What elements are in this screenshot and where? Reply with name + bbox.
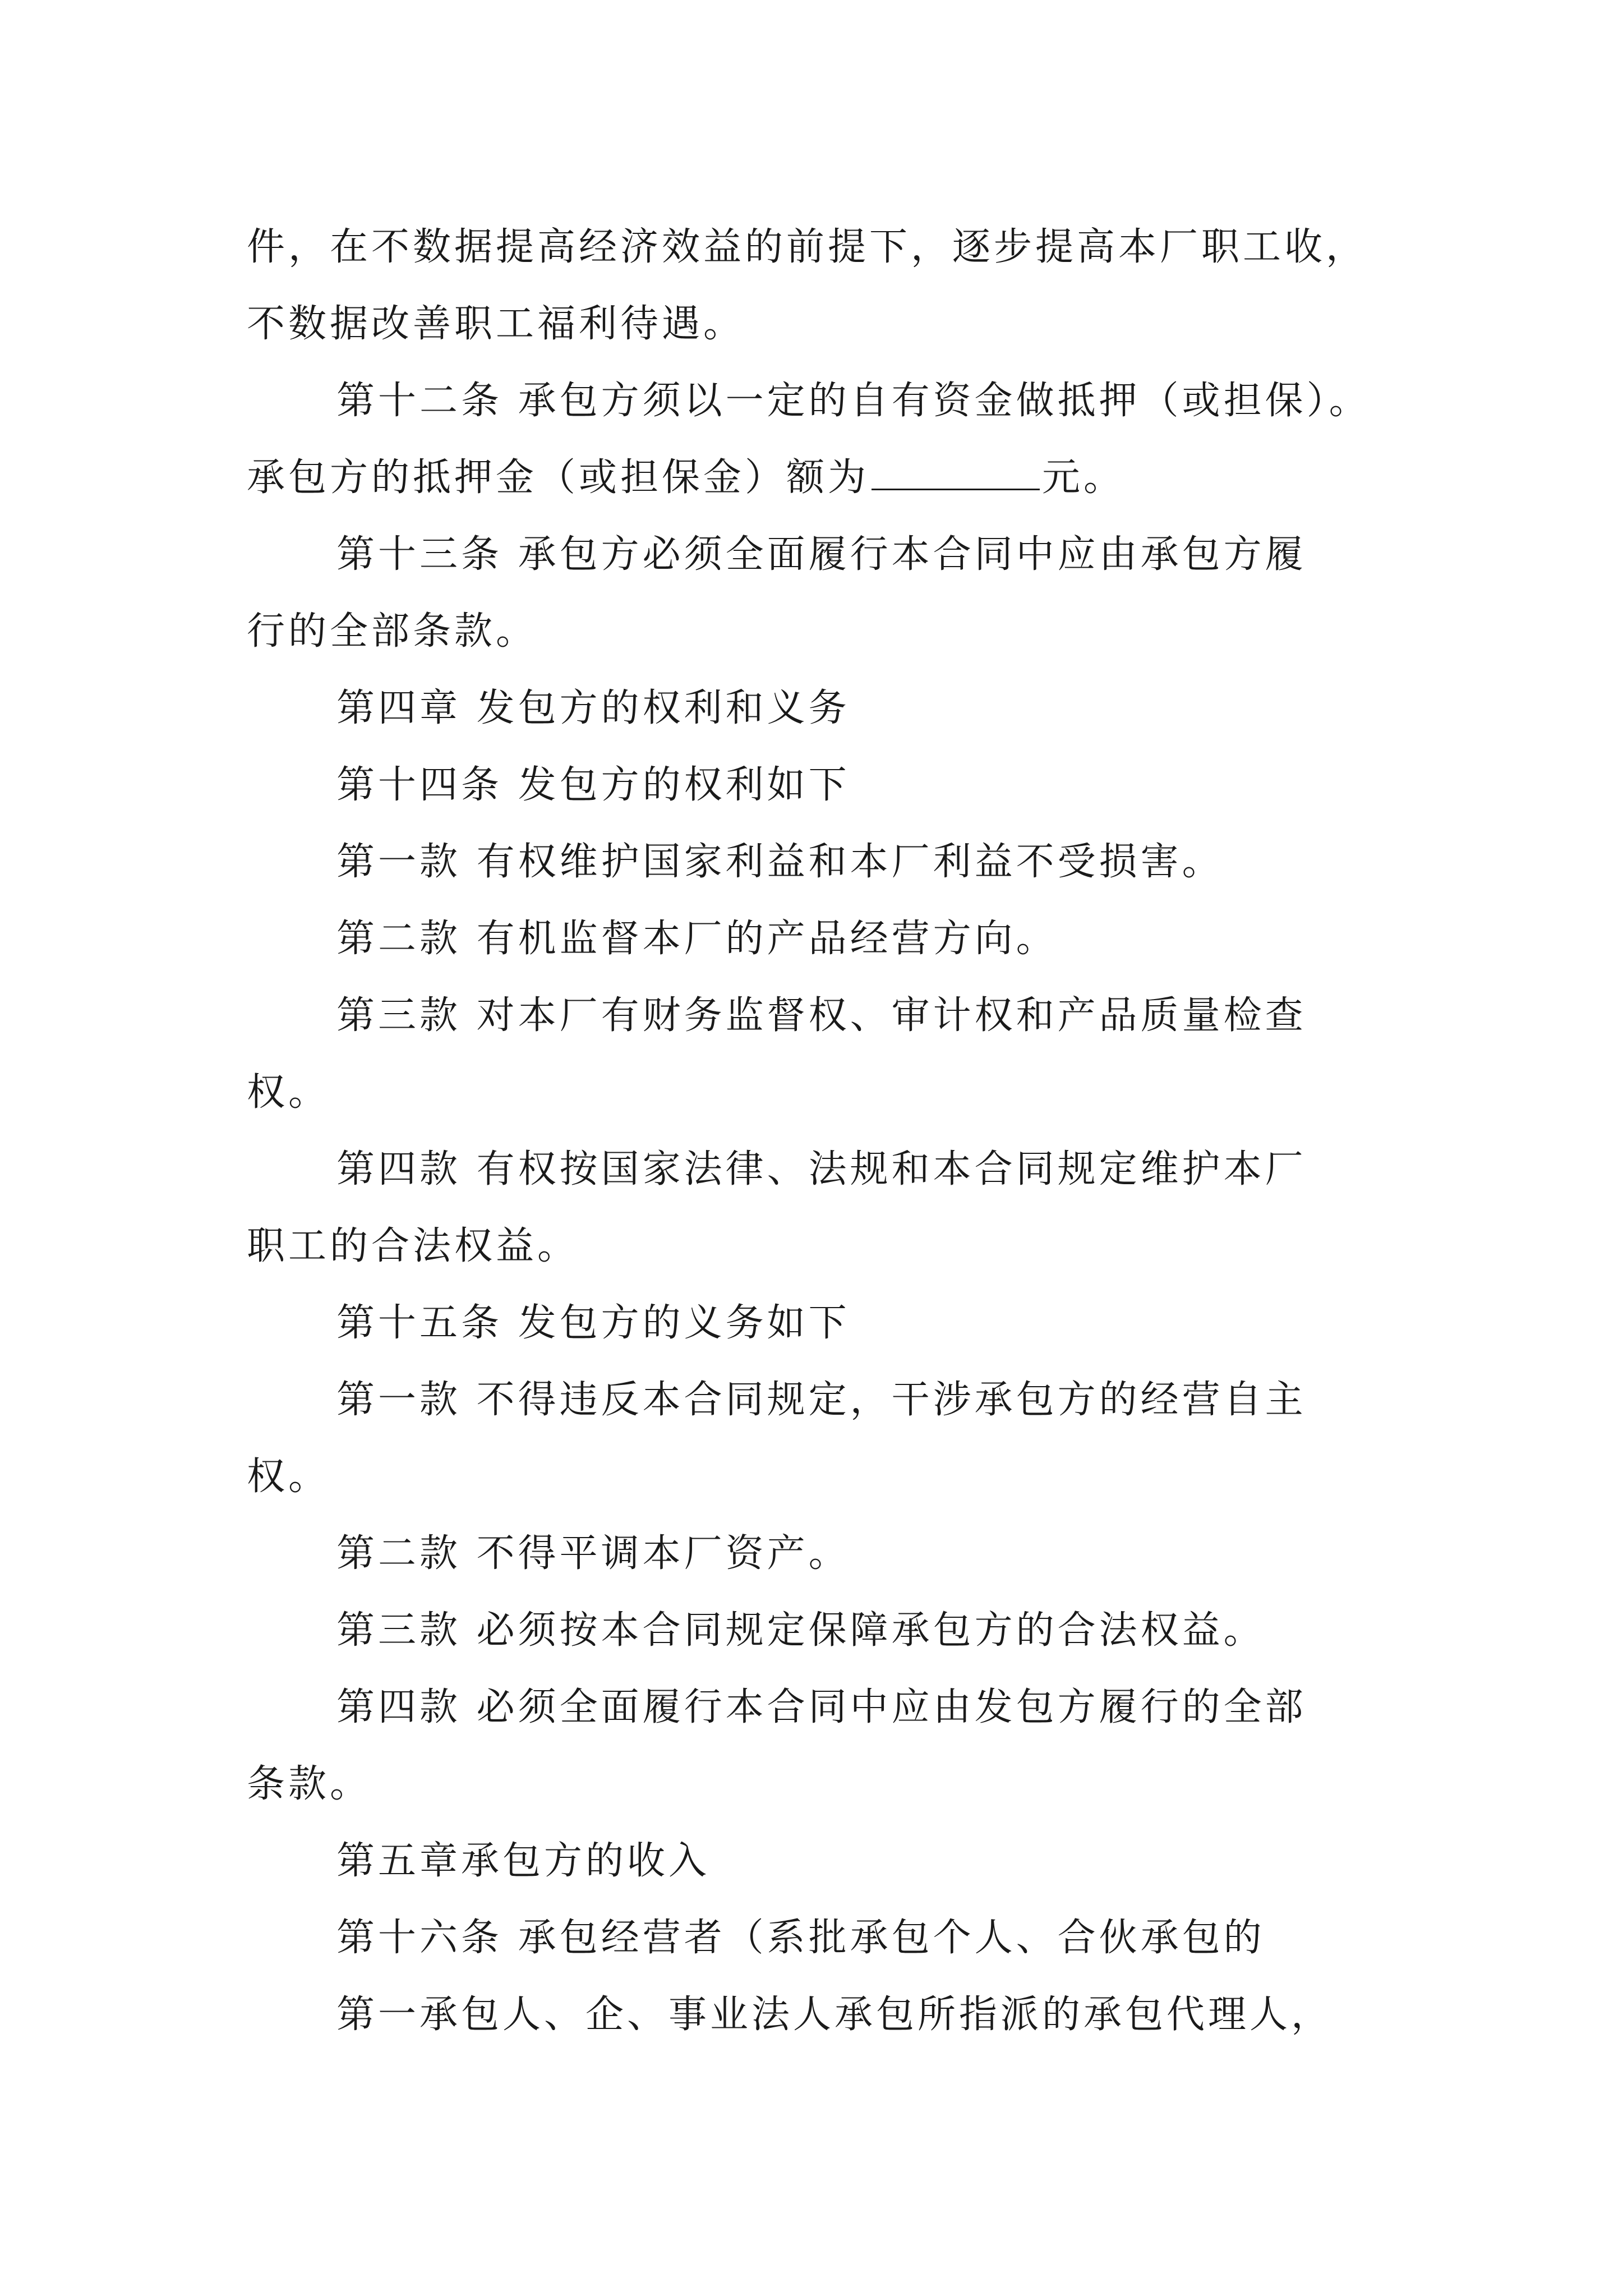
text-line-2: 不数据改善职工福利待遇。 — [247, 302, 745, 346]
deposit-amount-label: 承包方的抵押金（或担保金）额为 — [247, 455, 870, 500]
article-13-heading: 第十三条 承包方必须全面履行本合同中应由承包方履 — [336, 532, 1307, 577]
article-15-clause-4: 第四款 必须全面履行本合同中应由发包方履行的全部 — [336, 1685, 1307, 1729]
document-body — [247, 209, 1391, 2053]
article-14-clause-3-continuation: 权。 — [247, 1070, 330, 1115]
article-15-clause-4-continuation: 条款。 — [247, 1762, 372, 1806]
text-line-1: 件，在不数据提高经济效益的前提下，逐步提高本厂职工收， — [247, 225, 1368, 269]
deposit-amount-unit: 元。 — [1042, 455, 1126, 500]
article-12-heading: 第十二条 承包方须以一定的自有资金做抵押（或担保）。 — [336, 379, 1371, 423]
article-14-clause-4-continuation: 职工的合法权益。 — [247, 1224, 579, 1268]
article-14-clause-3: 第三款 对本厂有财务监督权、审计权和产品质量检查 — [336, 993, 1307, 1038]
article-15-clause-2: 第二款 不得平调本厂资产。 — [336, 1531, 850, 1576]
deposit-amount-blank — [872, 454, 1040, 490]
chapter-4-heading: 第四章 发包方的权利和义务 — [336, 686, 850, 730]
chapter-5-heading: 第五章承包方的收入 — [336, 1839, 711, 1883]
article-15-clause-1: 第一款 不得违反本合同规定，干涉承包方的经营自主 — [336, 1378, 1307, 1422]
article-16-heading: 第十六条 承包经营者（系批承包个人、合伙承包的 — [336, 1916, 1265, 1960]
article-15-clause-3: 第三款 必须按本合同规定保障承包方的合法权益。 — [336, 1608, 1265, 1653]
article-12-deposit-line — [247, 439, 1391, 516]
article-14-clause-1: 第一款 有权维护国家利益和本厂利益不受损害。 — [336, 840, 1224, 884]
article-15-clause-1-continuation: 权。 — [247, 1455, 330, 1499]
article-14-clause-2: 第二款 有机监督本厂的产品经营方向。 — [336, 917, 1058, 961]
article-15-heading: 第十五条 发包方的义务如下 — [336, 1301, 850, 1345]
article-14-clause-4: 第四款 有权按国家法律、法规和本合同规定维护本厂 — [336, 1147, 1307, 1191]
article-13-continuation: 行的全部条款。 — [247, 609, 538, 654]
article-14-heading: 第十四条 发包方的权利如下 — [336, 763, 850, 807]
article-16-continuation: 第一承包人、企、事业法人承包所指派的承包代理人， — [336, 1993, 1333, 2037]
